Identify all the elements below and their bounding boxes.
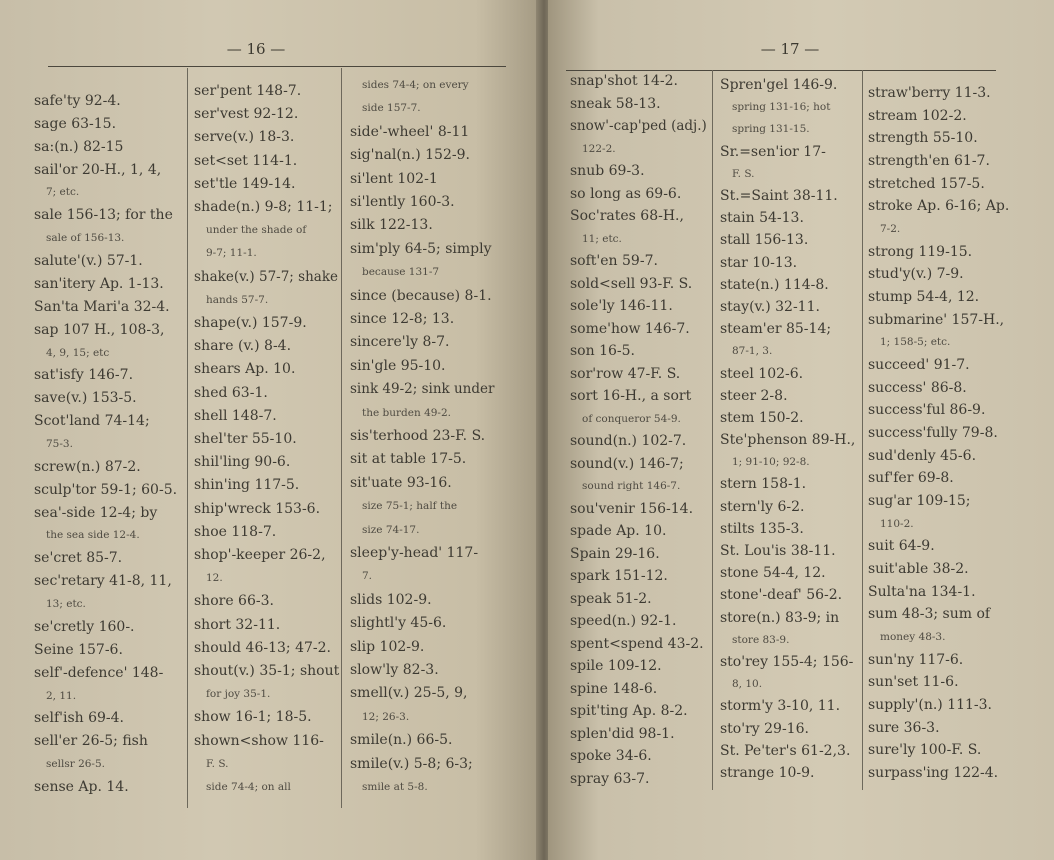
page-number: — 17 — bbox=[760, 40, 820, 58]
index-entry: stone'-deaf' 56-2. bbox=[720, 587, 843, 604]
index-entry: ship'wreck 153-6. bbox=[194, 500, 321, 517]
index-entry: stem 150-2. bbox=[720, 409, 804, 426]
index-entry: 7. bbox=[362, 570, 373, 583]
index-entry: 87-1, 3. bbox=[732, 345, 773, 358]
index-entry: slow'ly 82-3. bbox=[350, 662, 439, 678]
index-entry: shown<show 116- bbox=[194, 732, 324, 749]
index-entry: Soc'rates 68-H., bbox=[570, 208, 684, 225]
index-entry: sa:(n.) 82-15 bbox=[34, 138, 124, 155]
index-entry: show 16-1; 18-5. bbox=[194, 709, 312, 726]
index-entry: snap'shot 14-2. bbox=[570, 73, 678, 89]
index-entry: shop'-keeper 26-2, bbox=[194, 547, 326, 563]
index-entry: sense Ap. 14. bbox=[34, 779, 129, 795]
index-entry: shears Ap. 10. bbox=[194, 361, 296, 378]
index-entry: se'cretly 160-. bbox=[34, 618, 135, 635]
index-entry: sound(n.) 102-7. bbox=[570, 433, 687, 450]
index-entry: speak 51-2. bbox=[570, 590, 652, 607]
index-entry: smile(v.) 5-8; 6-3; bbox=[350, 755, 473, 772]
index-entry: spoke 34-6. bbox=[570, 748, 652, 765]
index-entry: sto'ry 29-16. bbox=[720, 720, 809, 737]
index-entry: 1; 158-5; etc. bbox=[880, 336, 951, 349]
index-entry: smell(v.) 25-5, 9, bbox=[350, 685, 468, 702]
index-entry: storm'y 3-10, 11. bbox=[720, 698, 841, 715]
index-entry: slids 102-9. bbox=[350, 591, 432, 608]
index-entry: sail'or 20-H., 1, 4, bbox=[34, 161, 162, 178]
index-entry: snub 69-3. bbox=[570, 163, 645, 180]
index-entry: succeed' 91-7. bbox=[868, 357, 970, 373]
index-entry: since (because) 8-1. bbox=[350, 287, 492, 304]
index-entry: steer 2-8. bbox=[720, 387, 788, 404]
index-entry: supply'(n.) 111-3. bbox=[868, 697, 993, 713]
index-entry: size 75-1; half the bbox=[362, 500, 458, 513]
index-entry: shore 66-3. bbox=[194, 593, 274, 610]
index-entry: sides 74-4; on every bbox=[362, 79, 469, 91]
index-entry: spray 63-7. bbox=[570, 771, 650, 787]
index-entry: stay(v.) 32-11. bbox=[720, 298, 820, 315]
index-entry: set'tle 149-14. bbox=[194, 175, 296, 192]
index-entry: stroke Ap. 6-16; Ap. bbox=[868, 198, 1010, 215]
index-entry: should 46-13; 47-2. bbox=[194, 639, 331, 656]
index-entry: shil'ling 90-6. bbox=[194, 454, 291, 471]
index-entry: Spain 29-16. bbox=[570, 545, 660, 562]
index-entry: san'itery Ap. 1-13. bbox=[34, 275, 164, 292]
index-entry: stern 158-1. bbox=[720, 476, 807, 493]
index-entry: St. Lou'is 38-11. bbox=[720, 543, 836, 560]
index-entry: screw(n.) 87-2. bbox=[34, 458, 141, 475]
index-entry: sig'nal(n.) 152-9. bbox=[350, 147, 470, 164]
index-entry: sud'denly 45-6. bbox=[868, 447, 977, 464]
index-entry: strength 55-10. bbox=[868, 130, 978, 147]
index-entry: stain 54-13. bbox=[720, 210, 804, 227]
index-entry: so long as 69-6. bbox=[570, 185, 682, 202]
index-entry: success'fully 79-8. bbox=[868, 425, 998, 441]
index-entry: sto'rey 155-4; 156- bbox=[720, 654, 854, 671]
index-entry: because 131-7 bbox=[362, 266, 440, 279]
index-entry: soft'en 59-7. bbox=[570, 253, 658, 270]
index-entry: sage 63-15. bbox=[34, 115, 117, 132]
index-entry: stone 54-4, 12. bbox=[720, 565, 826, 582]
index-entry: sis'terhood 23-F. S. bbox=[350, 428, 486, 444]
index-entry: stream 102-2. bbox=[868, 107, 967, 124]
index-entry: sale of 156-13. bbox=[46, 232, 125, 245]
index-entry: star 10-13. bbox=[720, 254, 798, 271]
index-entry: 110-2. bbox=[880, 517, 914, 530]
index-entry: St.=Saint 38-11. bbox=[720, 187, 838, 204]
index-entry: set<set 114-1. bbox=[194, 152, 298, 169]
index-entry: stilts 135-3. bbox=[720, 520, 804, 537]
index-entry: stud'y(v.) 7-9. bbox=[868, 266, 964, 283]
index-entry: since 12-8; 13. bbox=[350, 311, 455, 327]
index-entry: surpass'ing 122-4. bbox=[868, 765, 999, 781]
index-entry: of conqueror 54-9. bbox=[582, 412, 681, 425]
index-entry: spit'ting Ap. 8-2. bbox=[570, 703, 688, 720]
index-entry: salute'(v.) 57-1. bbox=[34, 253, 143, 270]
index-entry: money 48-3. bbox=[880, 631, 946, 643]
index-entry: Scot'land 74-14; bbox=[34, 413, 150, 430]
index-entry: serve(v.) 18-3. bbox=[194, 129, 295, 146]
index-entry: suit 64-9. bbox=[868, 538, 935, 555]
index-entry: sin'gle 95-10. bbox=[350, 357, 446, 374]
index-entry: side 74-4; on all bbox=[206, 781, 291, 793]
index-entry: shout(v.) 35-1; shout bbox=[194, 663, 340, 679]
index-entry: save(v.) 153-5. bbox=[34, 390, 137, 407]
index-entry: shake(v.) 57-7; shake bbox=[194, 268, 338, 285]
index-entry: strength'en 61-7. bbox=[868, 153, 990, 169]
index-entry: 7; etc. bbox=[46, 186, 80, 199]
index-entry: snow'-cap'ped (adj.) bbox=[570, 118, 707, 135]
index-entry: 2, 11. bbox=[46, 689, 77, 702]
index-entry: speed(n.) 92-1. bbox=[570, 613, 677, 630]
header-rule bbox=[48, 66, 506, 67]
index-entry: sell'er 26-5; fish bbox=[34, 733, 148, 750]
index-entry: straw'berry 11-3. bbox=[868, 85, 991, 101]
index-entry: Ste'phenson 89-H., bbox=[720, 432, 856, 449]
index-entry: 12. bbox=[206, 572, 223, 585]
index-entry: spring 131-15. bbox=[732, 123, 810, 136]
index-entry: slightl'y 45-6. bbox=[350, 615, 447, 632]
index-entry: sor'row 47-F. S. bbox=[570, 365, 681, 382]
index-entry: sap 107 H., 108-3, bbox=[34, 321, 165, 338]
index-entry: stern'ly 6-2. bbox=[720, 498, 805, 515]
index-entry: shape(v.) 157-9. bbox=[194, 315, 307, 331]
index-entry: success'ful 86-9. bbox=[868, 402, 986, 419]
index-entry: 13; etc. bbox=[46, 598, 86, 611]
index-entry: Sulta'na 134-1. bbox=[868, 583, 976, 600]
index-entry: Spren'gel 146-9. bbox=[720, 77, 838, 93]
index-entry: F. S. bbox=[732, 167, 755, 180]
index-entry: short 32-11. bbox=[194, 616, 281, 633]
index-entry: size 74-17. bbox=[362, 523, 420, 536]
index-entry: silk 122-13. bbox=[350, 217, 433, 234]
index-entry: shoe 118-7. bbox=[194, 523, 277, 540]
index-entry: Sr.=sen'ior 17- bbox=[720, 143, 826, 160]
index-entry: 122-2. bbox=[582, 142, 616, 155]
index-entry: sale 156-13; for the bbox=[34, 207, 173, 224]
index-entry: store(n.) 83-9; in bbox=[720, 609, 840, 626]
index-entry: shell 148-7. bbox=[194, 407, 277, 424]
index-entry: sculp'tor 59-1; 60-5. bbox=[34, 481, 178, 498]
index-entry: sun'set 11-6. bbox=[868, 674, 959, 691]
index-entry: stump 54-4, 12. bbox=[868, 289, 980, 305]
index-entry: splen'did 98-1. bbox=[570, 725, 675, 742]
index-entry: share (v.) 8-4. bbox=[194, 338, 292, 355]
right-page bbox=[548, 0, 1054, 860]
index-entry: strange 10-9. bbox=[720, 765, 815, 781]
index-entry: sou'venir 156-14. bbox=[570, 500, 694, 517]
column-divider bbox=[712, 70, 713, 790]
index-entry: shin'ing 117-5. bbox=[194, 477, 300, 494]
index-entry: smile(n.) 66-5. bbox=[350, 732, 453, 749]
index-entry: ser'vest 92-12. bbox=[194, 106, 299, 123]
index-entry: sug'ar 109-15; bbox=[868, 493, 971, 509]
index-entry: stall 156-13. bbox=[720, 232, 809, 249]
index-entry: self'ish 69-4. bbox=[34, 710, 125, 727]
index-entry: F. S. bbox=[206, 757, 229, 770]
index-entry: for joy 35-1. bbox=[206, 688, 271, 701]
column-divider bbox=[862, 70, 863, 790]
index-entry: smile at 5-8. bbox=[362, 781, 428, 793]
index-entry: the sea side 12-4. bbox=[46, 529, 140, 542]
index-entry: sea'-side 12-4; by bbox=[34, 504, 158, 521]
index-entry: store 83-9. bbox=[732, 633, 790, 646]
index-entry: sole'ly 146-11. bbox=[570, 298, 673, 315]
index-entry: stretched 157-5. bbox=[868, 175, 985, 192]
index-entry: spade Ap. 10. bbox=[570, 523, 667, 540]
index-entry: side 157-7. bbox=[362, 102, 421, 115]
index-entry: sec'retary 41-8, 11, bbox=[34, 573, 172, 590]
index-entry: sincere'ly 8-7. bbox=[350, 334, 450, 351]
index-entry: spine 148-6. bbox=[570, 680, 658, 697]
index-entry: steam'er 85-14; bbox=[720, 321, 832, 338]
index-entry: sold<sell 93-F. S. bbox=[570, 275, 693, 292]
index-entry: sit at table 17-5. bbox=[350, 451, 467, 468]
index-entry: spent<spend 43-2. bbox=[570, 635, 704, 652]
index-entry: safe'ty 92-4. bbox=[34, 93, 121, 109]
index-entry: 75-3. bbox=[46, 438, 73, 450]
index-entry: sound right 146-7. bbox=[582, 480, 681, 493]
index-entry: sun'ny 117-6. bbox=[868, 651, 964, 668]
page-number: — 16 — bbox=[226, 40, 286, 58]
index-entry: suit'able 38-2. bbox=[868, 561, 969, 577]
index-entry: 9-7; 11-1. bbox=[206, 247, 257, 260]
index-entry: shed 63-1. bbox=[194, 384, 268, 401]
index-entry: sure 36-3. bbox=[868, 719, 940, 736]
index-entry: se'cret 85-7. bbox=[34, 550, 123, 567]
index-entry: si'lent 102-1 bbox=[350, 170, 438, 187]
index-entry: sink 49-2; sink under bbox=[350, 381, 495, 398]
index-entry: sim'ply 64-5; simply bbox=[350, 240, 492, 257]
index-entry: St. Pe'ter's 61-2,3. bbox=[720, 742, 851, 759]
index-entry: 12; 26-3. bbox=[362, 710, 410, 723]
column-divider bbox=[341, 68, 342, 808]
index-entry: 11; etc. bbox=[582, 232, 622, 245]
index-entry: hands 57-7. bbox=[206, 293, 269, 306]
index-entry: self'-defence' 148- bbox=[34, 664, 164, 681]
index-entry: 1; 91-10; 92-8. bbox=[732, 456, 810, 469]
index-entry: sound(v.) 146-7; bbox=[570, 455, 684, 472]
index-entry: sat'isfy 146-7. bbox=[34, 367, 134, 384]
index-entry: side'-wheel' 8-11 bbox=[350, 123, 470, 140]
index-entry: the burden 49-2. bbox=[362, 406, 451, 419]
index-entry: spile 109-12. bbox=[570, 658, 662, 675]
index-entry: shel'ter 55-10. bbox=[194, 431, 297, 447]
header-rule bbox=[566, 70, 996, 71]
index-entry: 4, 9, 15; etc bbox=[46, 346, 110, 359]
index-entry: spark 151-12. bbox=[570, 568, 668, 585]
index-entry: steel 102-6. bbox=[720, 365, 804, 382]
index-entry: si'lently 160-3. bbox=[350, 194, 455, 210]
index-entry: son 16-5. bbox=[570, 343, 635, 360]
column-divider bbox=[187, 68, 188, 808]
index-entry: 8, 10. bbox=[732, 678, 763, 691]
index-entry: 7-2. bbox=[880, 223, 901, 235]
index-entry: sit'uate 93-16. bbox=[350, 474, 452, 491]
index-entry: suf'fer 69-8. bbox=[868, 470, 954, 487]
index-entry: sort 16-H., a sort bbox=[570, 388, 692, 405]
index-entry: sum 48-3; sum of bbox=[868, 606, 991, 623]
index-entry: sleep'y-head' 117- bbox=[350, 545, 479, 561]
index-entry: sellsr 26-5. bbox=[46, 758, 105, 771]
index-entry: submarine' 157-H., bbox=[868, 311, 1005, 328]
index-entry: shade(n.) 9-8; 11-1; bbox=[194, 199, 333, 215]
index-entry: ser'pent 148-7. bbox=[194, 83, 302, 99]
index-entry: San'ta Mari'a 32-4. bbox=[34, 298, 170, 315]
index-entry: some'how 146-7. bbox=[570, 320, 690, 337]
index-entry: success' 86-8. bbox=[868, 379, 967, 396]
index-entry: Seine 157-6. bbox=[34, 641, 123, 658]
index-entry: spring 131-16; hot bbox=[732, 101, 831, 114]
index-entry: sneak 58-13. bbox=[570, 95, 661, 112]
index-entry: slip 102-9. bbox=[350, 638, 425, 655]
index-entry: strong 119-15. bbox=[868, 243, 973, 260]
index-entry: sure'ly 100-F. S. bbox=[868, 742, 982, 759]
index-entry: under the shade of bbox=[206, 224, 307, 237]
index-entry: state(n.) 114-8. bbox=[720, 276, 829, 293]
